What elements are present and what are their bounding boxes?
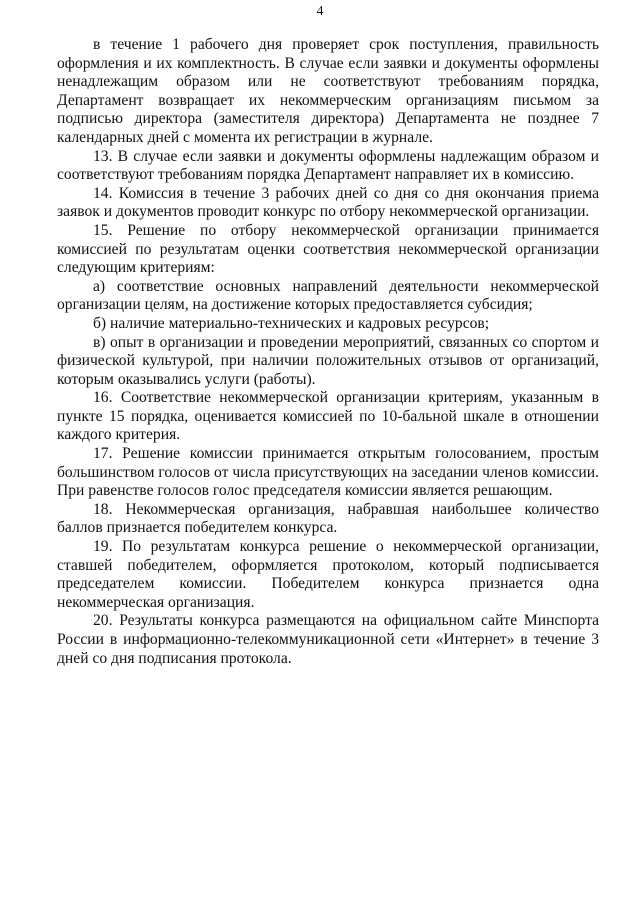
- paragraph-18: 18. Некоммерческая организация, набравшая наибольшее количество баллов признается победителем конкурса.: [57, 500, 599, 537]
- paragraph-continuation: в течение 1 рабочего дня проверяет срок поступления, правильность оформления и их комплектность. В случае если заявки и документы оформлены ненадлежащим образом или не соответствуют требованиям порядка, Департамент возвращает их некоммерческим организациям письмом за подписью директора (заместителя директора) Департамента не позднее 7 календарных дней с момента их регистрации в журнале.: [57, 36, 599, 146]
- paragraph-20: 20. Результаты конкурса размещаются на официальном сайте Минспорта России в информационно-телекоммуникационной сети «Интернет» в течение 3 дней со дня подписания протокола.: [57, 612, 599, 667]
- paragraph-15: 15. Решение по отбору некоммерческой организации принимается комиссией по результатам оценки соответствия некоммерческой организации следующим критериям:: [57, 221, 599, 277]
- paragraph-15-v: в) опыт в организации и проведении мероприятий, связанных со спортом и физической культурой, при наличии положительных отзывов от организаций, которым оказывались услуги (работы).: [57, 333, 599, 388]
- page-number: 4: [316, 4, 324, 19]
- paragraph-15-b: б) наличие материально-технических и кадровых ресурсов;: [93, 314, 490, 332]
- paragraph-14: 14. Комиссия в течение 3 рабочих дней со дня со дня окончания приема заявок и документов проводит конкурс по отбору некоммерческой организации.: [57, 184, 599, 221]
- paragraph-19: 19. По результатам конкурса решение о некоммерческой организации, ставшей победителем, оформляется протоколом, который подписывается председателем комиссии. Победителем конкурса признается одна некоммерческая организация.: [57, 538, 599, 611]
- paragraph-15-a: а) соответствие основных направлений деятельности некоммерческой организации целям, на достижение которых предоставляется субсидия;: [57, 277, 599, 314]
- document-body: [57, 36, 599, 668]
- paragraph-16: 16. Соответствие некоммерческой организации критериям, указанным в пункте 15 порядка, оценивается комиссией по 10-бальной шкале в отношении каждого критерия.: [57, 389, 599, 444]
- paragraph-17: 17. Решение комиссии принимается открытым голосованием, простым большинством голосов от числа присутствующих на заседании членов комиссии. При равенстве голосов голос председателя комиссии является решающим.: [57, 445, 599, 500]
- paragraph-13: 13. В случае если заявки и документы оформлены надлежащим образом и соответствуют требованиям порядка Департамент направляет их в комиссию.: [57, 147, 599, 184]
